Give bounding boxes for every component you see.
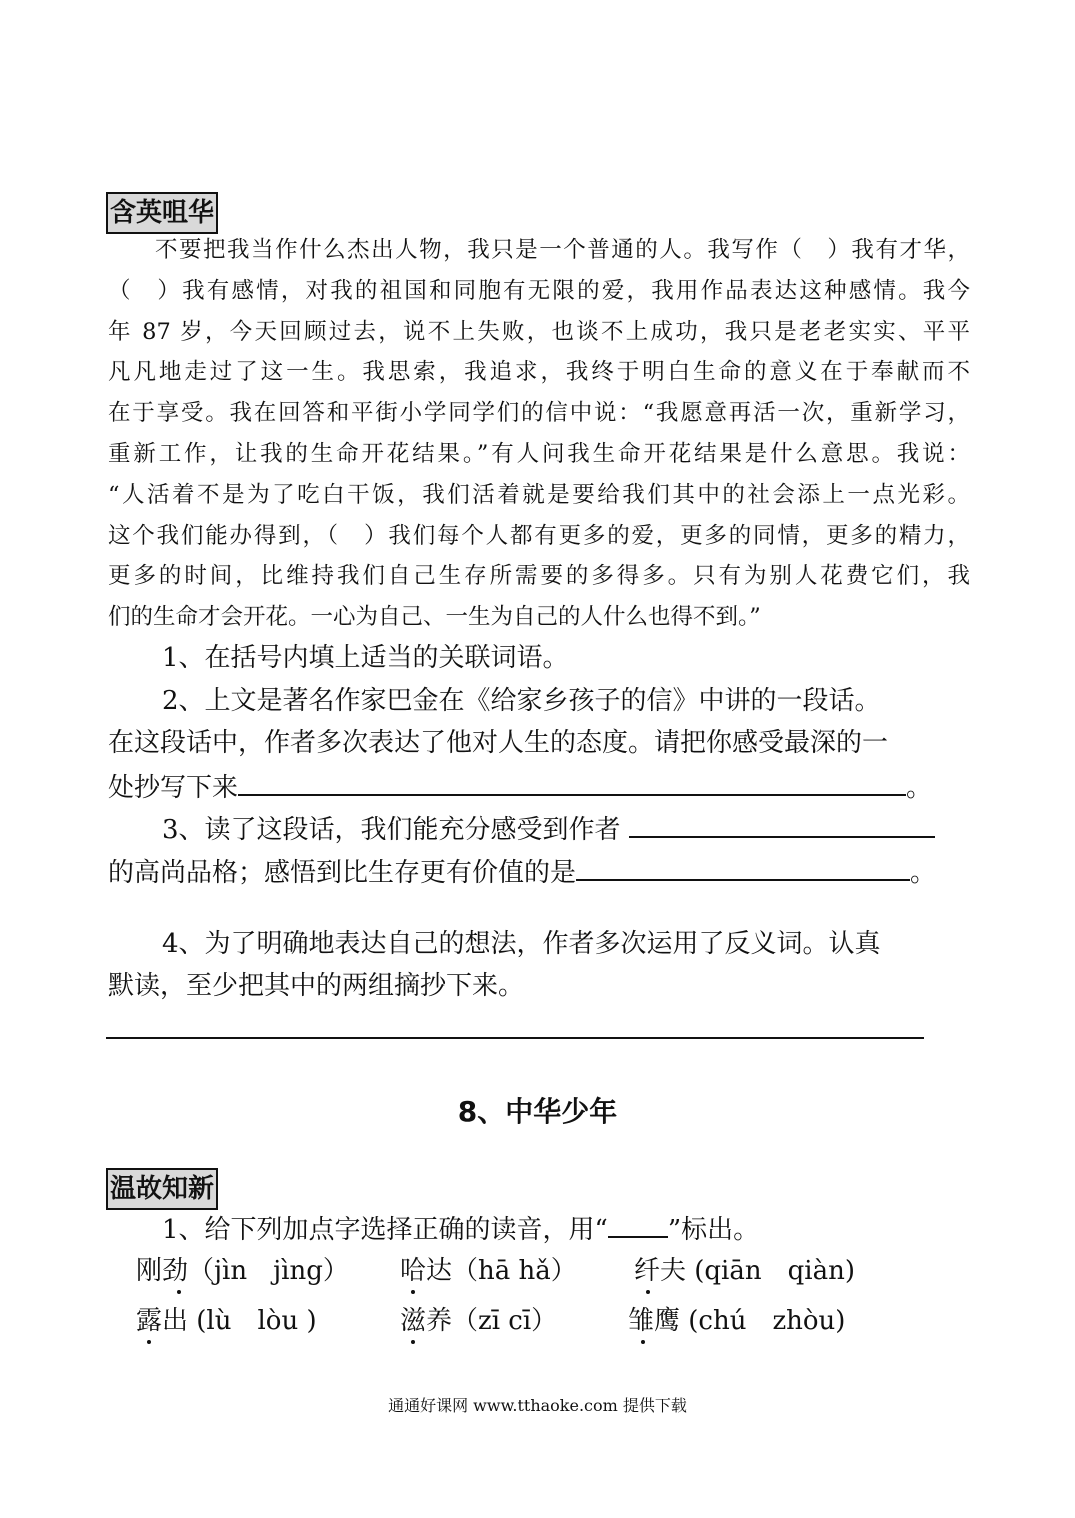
- pinyin-item: 刚劲（jìn jìng）: [136, 1256, 349, 1286]
- emphasis-dot: [411, 1340, 415, 1344]
- question-2-line2: 在这段话中，作者多次表达了他对人生的态度。请把你感受最深的一: [108, 728, 889, 758]
- passage-line: 更多的时间，比维持我们自己生存所需要的多得多。只有为别人花费它们，我: [108, 563, 970, 590]
- question-3-line2: [108, 849, 936, 895]
- pinyin-row-2: [0, 1301, 1075, 1341]
- emphasis-dot: [177, 1290, 181, 1294]
- answer-line-q4[interactable]: [106, 1037, 924, 1039]
- pinyin-item: 雏鹰 (chú zhòu): [628, 1306, 846, 1336]
- section-title-hanying: 含英咀华: [106, 192, 218, 234]
- pinyin-item: 露出 (lù lòu ): [136, 1306, 317, 1336]
- section2-q1-suffix: ”标出。: [667, 1215, 760, 1245]
- lesson-title: 8、中华少年: [457, 1095, 618, 1128]
- question-3-text2: 的高尚品格；感悟到比生存更有价值的是: [108, 858, 577, 888]
- question-2-line3: [108, 764, 932, 810]
- section2-question-1: [162, 1206, 759, 1252]
- emphasis-dot: [147, 1340, 151, 1344]
- question-2-end: 。: [906, 773, 933, 803]
- question-3-text: 3、读了这段话，我们能充分感受到作者: [162, 815, 621, 845]
- pinyin-item: 哈达（hā hǎ）: [400, 1256, 577, 1286]
- emphasis-dot: [646, 1290, 650, 1294]
- question-1: 1、在括号内填上适当的关联词语。: [162, 643, 569, 673]
- footer-credit: 通通好课网 www.tthaoke.com 提供下载: [388, 1396, 687, 1415]
- question-4-line2: 默读，至少把其中的两组摘抄下来。: [108, 971, 525, 1001]
- passage-line: 重新工作，让我的生命开花结果。”有人问我生命开花结果是什么意思。我说：: [108, 440, 970, 467]
- pinyin-item: 滋养（zī cī）: [400, 1306, 558, 1336]
- question-2-line1: 2、上文是著名作家巴金在《给家乡孩子的信》中讲的一段话。: [162, 686, 881, 716]
- passage-line: “人活着不是为了吃白干饭，我们活着就是要给我们其中的社会添上一点光彩。: [108, 481, 970, 508]
- passage-line: 这个我们能办得到，（ ）我们每个人都有更多的爱，更多的同情，更多的精力，: [108, 522, 970, 549]
- answer-blank-q3a[interactable]: [629, 806, 935, 838]
- passage-line: 年 87 岁，今天回顾过去，说不上失败，也谈不上成功，我只是老老实实、平平: [108, 318, 970, 345]
- question-2-text: 处抄写下来: [108, 773, 239, 803]
- question-3-end: 。: [910, 858, 937, 888]
- answer-blank-q3b[interactable]: [576, 849, 910, 881]
- answer-blank-q2[interactable]: [238, 764, 906, 796]
- passage-line: 凡凡地走过了这一生。我思索，我追求，我终于明白生命的意义在于奉献而不: [108, 359, 970, 386]
- passage-line: 在于享受。我在回答和平街小学同学们的信中说：“我愿意再活一次，重新学习，: [108, 400, 970, 427]
- section-title-wengu: 温故知新: [106, 1168, 218, 1210]
- pinyin-item: 纤夫 (qiān qiàn): [634, 1256, 855, 1286]
- emphasis-dot: [641, 1340, 645, 1344]
- question-3-line1: [162, 806, 935, 852]
- emphasis-dot: [411, 1290, 415, 1294]
- passage-line: 们的生命才会开花。一心为自己、一生为自己的人什么也得不到。”: [108, 604, 761, 631]
- passage-line: （ ）我有感情，对我的祖国和同胞有无限的爱，我用作品表达这种感情。我今: [108, 277, 970, 304]
- passage-line: 不要把我当作什么杰出人物，我只是一个普通的人。我写作（ ）我有才华，: [155, 237, 970, 263]
- passage: [108, 230, 970, 638]
- section2-q1-prefix: 1、给下列加点字选择正确的读音，用“: [162, 1215, 608, 1245]
- pinyin-row-1: [0, 1251, 1075, 1291]
- mark-example-underline: [608, 1206, 668, 1238]
- question-4-line1: 4、为了明确地表达自己的想法，作者多次运用了反义词。认真: [162, 929, 881, 959]
